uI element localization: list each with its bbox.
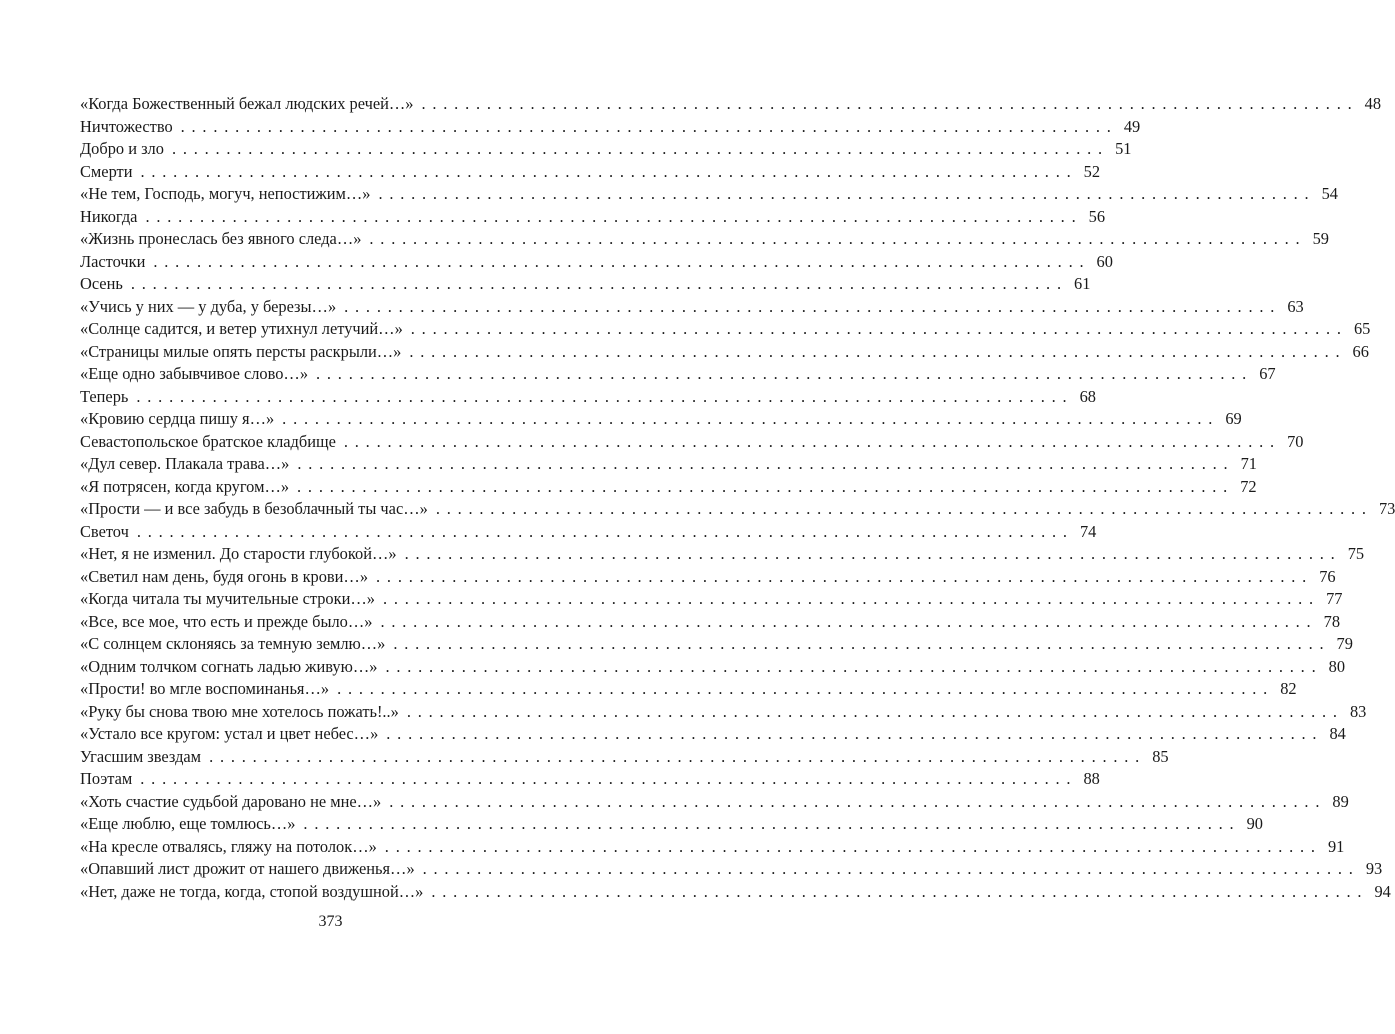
toc-entry — [80, 273, 1091, 296]
toc-entry-page: 82 — [1280, 679, 1297, 698]
dot-leader — [337, 678, 1269, 701]
dot-leader — [409, 341, 1341, 364]
dot-leader — [141, 161, 1073, 184]
dot-leader — [389, 791, 1321, 814]
toc-entry-page: 68 — [1079, 386, 1096, 406]
toc-entry — [80, 183, 1338, 206]
dot-leader — [385, 656, 1317, 679]
toc-entry-title: «Нет, я не изменил. До старости глубокой…» — [80, 544, 397, 563]
toc-entry — [80, 363, 1276, 386]
table-of-contents — [80, 93, 1395, 903]
toc-entry-page: 52 — [1083, 161, 1101, 181]
toc-entry-page: 60 — [1096, 251, 1113, 271]
toc-entry-title: Светоч — [80, 521, 129, 541]
toc-entry-page: 65 — [1353, 319, 1371, 338]
toc-entry-title: Теперь — [80, 386, 129, 406]
toc-entry-page: 94 — [1374, 881, 1391, 901]
toc-entry-title: Смерти — [80, 161, 133, 181]
toc-entry — [80, 678, 1297, 701]
dot-leader — [376, 566, 1308, 589]
toc-entry-page: 83 — [1349, 701, 1367, 721]
toc-entry-page: 54 — [1321, 184, 1338, 203]
dot-leader — [407, 701, 1339, 724]
toc-entry-page: 59 — [1312, 229, 1329, 248]
toc-entry-title: «Солнце садится, и ветер утихнул летучий…» — [80, 319, 403, 338]
toc-entry-title: «Учись у них — у дуба, у березы…» — [80, 296, 337, 316]
toc-entry-title: «Прости! во мгле воспоминанья…» — [80, 679, 330, 698]
toc-entry-title: «Еще одно забывчивое слово…» — [80, 364, 309, 383]
toc-entry-page: 74 — [1079, 521, 1097, 541]
dot-leader — [316, 363, 1248, 386]
dot-leader — [422, 93, 1354, 116]
toc-entry-title: «Все, все мое, что есть и прежде было…» — [80, 611, 373, 631]
toc-entry — [80, 611, 1341, 634]
dot-leader — [140, 768, 1072, 791]
toc-entry-page: 85 — [1152, 746, 1169, 766]
toc-entry-page: 91 — [1327, 836, 1345, 856]
dot-leader — [145, 206, 1077, 229]
toc-entry — [80, 498, 1395, 521]
toc-entry — [80, 386, 1096, 409]
toc-entry — [80, 161, 1101, 184]
toc-entry — [80, 318, 1371, 341]
toc-entry-page: 88 — [1083, 769, 1100, 788]
toc-entry-title: Ничтожество — [80, 116, 173, 136]
toc-entry-page: 84 — [1329, 724, 1346, 743]
toc-entry-title: «Устало все кругом: устал и цвет небес…» — [80, 724, 379, 743]
dot-leader — [297, 453, 1229, 476]
toc-entry — [80, 836, 1345, 859]
toc-entry — [80, 476, 1257, 499]
toc-entry-page: 90 — [1246, 814, 1263, 833]
dot-leader — [423, 858, 1355, 881]
toc-entry — [80, 768, 1100, 791]
toc-entry-page: 76 — [1319, 566, 1336, 586]
toc-entry — [80, 521, 1097, 544]
toc-entry — [80, 701, 1367, 724]
toc-entry — [80, 656, 1346, 679]
dot-leader — [172, 138, 1104, 161]
dot-leader — [282, 408, 1214, 431]
toc-entry-title: «Еще люблю, еще томлюсь…» — [80, 814, 296, 833]
toc-entry-title: «Дул север. Плакала трава…» — [80, 454, 290, 473]
toc-entry-page: 78 — [1323, 611, 1341, 631]
toc-entry — [80, 431, 1304, 454]
toc-entry — [80, 453, 1257, 476]
toc-entry-page: 70 — [1287, 431, 1304, 451]
dot-leader — [153, 251, 1085, 274]
toc-entry — [80, 543, 1365, 566]
toc-entry-page: 63 — [1287, 296, 1304, 316]
dot-leader — [181, 116, 1113, 139]
dot-leader — [393, 633, 1325, 656]
toc-entry-page: 67 — [1259, 364, 1276, 383]
toc-entry — [80, 116, 1141, 139]
toc-entry — [80, 813, 1263, 836]
dot-leader — [303, 813, 1235, 836]
dot-leader — [297, 476, 1229, 499]
toc-entry — [80, 881, 1391, 904]
toc-entry-title: «Страницы милые опять персты раскрыли…» — [80, 341, 402, 361]
toc-entry-title: «Я потрясен, когда кругом…» — [80, 476, 290, 496]
toc-entry — [80, 408, 1242, 431]
toc-entry-title: «Когда Божественный бежал людских речей…» — [80, 94, 414, 113]
dot-leader — [383, 588, 1315, 611]
toc-entry-page: 56 — [1088, 206, 1106, 226]
toc-entry-page: 75 — [1347, 544, 1365, 563]
dot-leader — [405, 543, 1337, 566]
toc-entry-title: «Опавший лист дрожит от нашего движенья…» — [80, 859, 415, 878]
toc-entry-title: Угасшим звездам — [80, 746, 202, 766]
toc-entry-page: 72 — [1240, 476, 1257, 496]
toc-entry-title: «Жизнь пронеслась без явного следа…» — [80, 229, 362, 248]
toc-entry-page: 79 — [1336, 634, 1353, 653]
toc-entry-page: 48 — [1364, 94, 1382, 113]
toc-entry — [80, 296, 1304, 319]
toc-entry-title: «Светил нам день, будя огонь в крови…» — [80, 566, 369, 586]
toc-entry — [80, 228, 1329, 251]
dot-leader — [344, 296, 1276, 319]
toc-entry — [80, 588, 1343, 611]
toc-entry-page: 69 — [1225, 409, 1242, 428]
toc-entry — [80, 138, 1132, 161]
toc-entry — [80, 791, 1349, 814]
toc-entry-title: «Нет, даже не тогда, когда, стопой воздушной…» — [80, 881, 424, 901]
toc-entry-page: 80 — [1328, 656, 1346, 676]
toc-entry-page: 93 — [1365, 859, 1383, 878]
toc-entry-title: «Одним толчком согнать ладью живую…» — [80, 656, 378, 676]
toc-entry-title: «С солнцем склоняясь за темную землю…» — [80, 634, 386, 653]
toc-entry-title: Никогда — [80, 206, 138, 226]
toc-entry — [80, 206, 1106, 229]
dot-leader — [431, 881, 1363, 904]
toc-entry — [80, 633, 1353, 656]
toc-entry-title: «Кровию сердца пишу я…» — [80, 409, 275, 428]
toc-entry-page: 77 — [1326, 589, 1343, 608]
toc-entry-page: 73 — [1378, 499, 1395, 518]
toc-entry-title: «Хоть счастие судьбой даровано не мне…» — [80, 791, 382, 811]
toc-entry-title: «Прости — и все забудь в безоблачный ты час…» — [80, 499, 428, 518]
dot-leader — [344, 431, 1276, 454]
dot-leader — [386, 723, 1318, 746]
dot-leader — [209, 746, 1141, 769]
dot-leader — [131, 273, 1063, 296]
toc-entry-title: Севастопольское братское кладбище — [80, 431, 336, 451]
toc-entry-page: 51 — [1115, 139, 1132, 158]
toc-entry-title: Ласточки — [80, 251, 146, 271]
toc-entry — [80, 858, 1383, 881]
toc-entry — [80, 566, 1336, 589]
toc-entry — [80, 746, 1169, 769]
dot-leader — [369, 228, 1301, 251]
toc-entry-title: Поэтам — [80, 769, 133, 788]
toc-entry-page: 71 — [1240, 454, 1257, 473]
toc-entry-title: Добро и зло — [80, 139, 164, 158]
toc-entry-title: «Когда читала ты мучительные строки…» — [80, 589, 375, 608]
toc-entry-page: 61 — [1074, 274, 1091, 293]
toc-entry-title: «Руку бы снова твою мне хотелось пожать!..» — [80, 701, 399, 721]
dot-leader — [385, 836, 1317, 859]
toc-entry-title: Осень — [80, 274, 123, 293]
dot-leader — [436, 498, 1368, 521]
toc-entry-page: 89 — [1332, 791, 1349, 811]
toc-entry — [80, 723, 1346, 746]
toc-entry-title: «На кресле отвалясь, гляжу на потолок…» — [80, 836, 377, 856]
toc-entry-page: 49 — [1123, 116, 1141, 136]
page-number: 373 — [318, 913, 343, 930]
toc-entry-title: «Не тем, Господь, могуч, непостижим…» — [80, 184, 371, 203]
toc-entry — [80, 93, 1382, 116]
dot-leader — [137, 521, 1069, 544]
toc-entry — [80, 251, 1113, 274]
dot-leader — [136, 386, 1068, 409]
dot-leader — [378, 183, 1310, 206]
dot-leader — [380, 611, 1312, 634]
dot-leader — [411, 318, 1343, 341]
toc-entry — [80, 341, 1369, 364]
toc-entry-page: 66 — [1352, 341, 1369, 361]
